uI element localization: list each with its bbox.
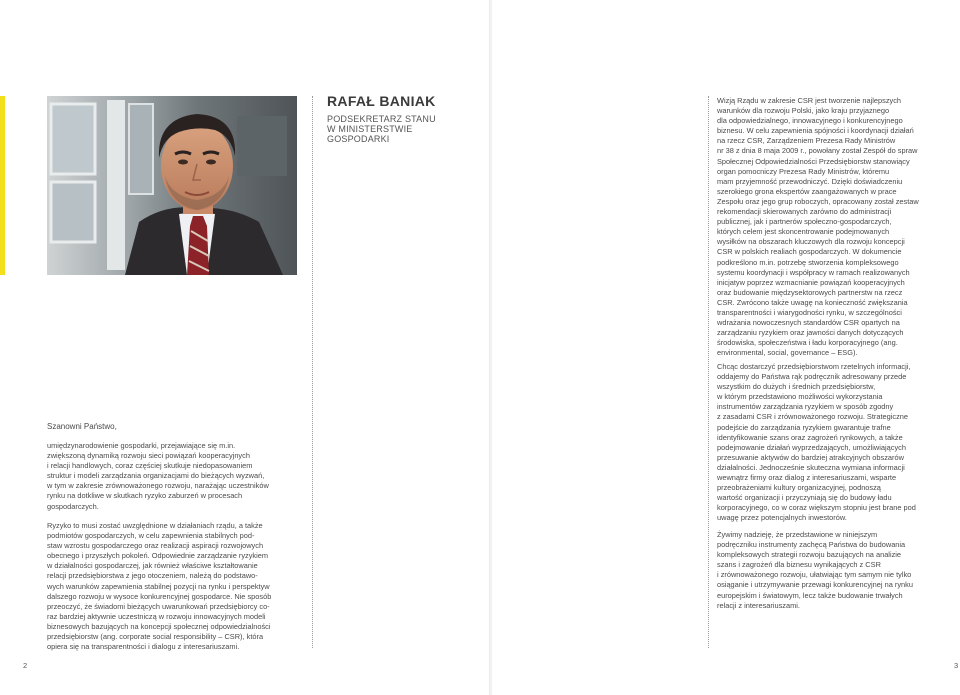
text-line: rekomendacji skierowanych zarówno do administracji — [717, 207, 892, 217]
text-line: wewnątrz firmy oraz dialog z interesariuszami, wsparte — [717, 473, 897, 483]
text-line: europejskim i światowym, lecz także budowanie trwałych — [717, 590, 903, 600]
text-line: Chcąc dostarczyć przedsiębiorstwom rzetelnych informacji, — [717, 362, 911, 371]
page-fold — [489, 0, 492, 695]
text-line: i relacji handlowych, coraz częściej skutkuje niedopasowaniem — [47, 461, 253, 471]
yellow-accent-bar — [0, 96, 5, 275]
text-line: dla odpowiedzialnego, innowacyjnego i konkurencyjnego — [717, 116, 903, 126]
text-line: environmental, social, governance – ESG). — [717, 348, 858, 358]
text-line: z zasadami CSR i zrównoważonego rozwoju. Strategiczne — [717, 412, 909, 422]
text-line: podejmowanie działań wyprzedzających, umożliwiających — [717, 442, 906, 452]
text-line: obecnego i przyszłych pokoleń. Odpowiednie zarządzanie ryzykiem — [47, 551, 269, 561]
text-line: w tym w zakresie zrównoważonego rozwoju, narażając uczestników — [47, 481, 269, 491]
text-line: przesuwanie aktywów do bardziej atrakcyjnych obszarów — [717, 452, 904, 462]
text-line: działalności. Jednocześnie skuteczna wymiana informacji — [717, 462, 905, 472]
right-paragraph-3 — [717, 530, 913, 611]
text-line: Zespołu oraz jego grup roboczych, opracowany został zestaw — [717, 196, 919, 206]
text-line: korporacyjnego, co w coraz większym stopniu jest brane pod — [717, 503, 916, 513]
text-line: wych warunków zapewnienia stabilnej pozycji na rynku i perspektyw — [47, 581, 270, 591]
text-line: organ pomocniczy Prezesa Rady Ministrów, któremu — [717, 166, 890, 176]
salutation: Szanowni Państwo, — [47, 422, 117, 431]
author-position: PODSEKRETARZ STANU W MINISTERSTWIE GOSPODARKI — [327, 114, 436, 144]
page-number-right: 3 — [954, 661, 959, 670]
text-line: staw wzrostu gospodarczego oraz realizacji aspiracji rozwojowych — [47, 541, 264, 551]
text-line: w działalności gospodarczej, jak również właściwe kształtowanie — [47, 561, 258, 571]
text-line: podkreślono m.in. potrzebę stworzenia kompleksowego — [717, 257, 899, 267]
text-line: na rzecz CSR, Zarządzeniem Prezesa Rady Ministrów — [717, 136, 896, 146]
text-line: oddajemy do Państwa rąk podręcznik adresowany przede — [717, 372, 907, 382]
right-paragraph-1 — [717, 96, 919, 358]
text-line: zarządzaniu ryzykiem oraz jawności danych dotyczących — [717, 328, 904, 338]
text-line: instrumentów zarządzania ryzykiem w sposób zgodny — [717, 402, 894, 412]
text-line: podmiotów gospodarczych, w celu zapewnienia stabilnych pod- — [47, 531, 255, 541]
text-line: szans i zagrożeń dla biznesu wynikających z CSR — [717, 560, 881, 570]
text-line: opiera się na transparentności i dialogu z interesariuszami. — [47, 642, 240, 652]
text-line: wysiłków na obszarach kluczowych dla rozwoju koncepcji — [717, 237, 905, 247]
text-line: zwiększoną dynamiką rozwoju sieci powiązań kooperacyjnych — [47, 451, 250, 461]
text-line: Społecznej Odpowiedzialności Przedsiębiorstw stanowiący — [717, 156, 910, 166]
text-line: i zrównoważonego rozwoju, ułatwiając tym samym nie tylko — [717, 570, 912, 580]
author-name: RAFAŁ BANIAK — [327, 93, 436, 109]
text-line: struktur i modeli zarządzania organizacjami do bieżących wyzwań, — [47, 471, 265, 481]
text-line: wdrażania nowoczesnych standardów CSR opartych na — [717, 318, 900, 328]
text-line: oraz budowanie międzysektorowych partnerstw na rzecz — [717, 287, 903, 297]
text-line: CSR w polskich realiach gospodarczych. W dokumencie — [717, 247, 902, 257]
text-line: warunków dla rozwoju Polski, jako kraju przyjaznego — [717, 106, 890, 116]
text-line: biznesu. W celu zapewnienia spójności i koordynacji działań — [717, 126, 914, 136]
text-line: Wizją Rządu w zakresie CSR jest tworzenie najlepszych — [717, 96, 902, 105]
text-line: osiąganie i utrzymywanie przewagi konkurencyjnej na rynku — [717, 580, 913, 590]
text-line: w którym przedstawiono możliwości wykorzystania — [717, 392, 883, 402]
left-paragraph-1 — [47, 441, 269, 512]
text-line: przeobrażeniami kultury organizacyjnej, podnoszą — [717, 483, 881, 493]
text-line: mam przyjemność przewodniczyć. Dzięki doświadczeniu — [717, 176, 903, 186]
text-line: wszystkim do dużych i średnich przedsiębiorstw, — [717, 382, 876, 392]
text-line: relacji przedsiębiorstwa z jego otoczeniem, należą do podstawo- — [47, 571, 258, 581]
text-line: wartość organizacji i przyczyniają się do budowy ładu — [717, 493, 892, 503]
page-number-left: 2 — [23, 661, 28, 670]
text-line: systemu koordynacji i współpracy w ramach realizowanych — [717, 267, 910, 277]
left-paragraph-2 — [47, 521, 271, 652]
text-line: rynku na dotkliwe w skutkach ryzyko zaburzeń w procesach — [47, 491, 243, 501]
text-line: publicznej, jak i partnerów społeczno-gospodarczych, — [717, 217, 892, 227]
text-line: Żywimy nadzieję, że przedstawione w niniejszym — [717, 530, 878, 539]
text-line: podejście do zarządzania ryzykiem gwarantuje trafne — [717, 422, 891, 432]
text-line: gospodarczych. — [47, 501, 99, 511]
right-paragraph-2 — [717, 362, 916, 524]
text-line: inicjatyw poprzez wzmacnianie powiązań kooperacyjnych — [717, 277, 905, 287]
author-portrait-photo — [47, 96, 297, 275]
text-line: identyfikowanie szans oraz zagrożeń rynkowych, a także — [717, 432, 903, 442]
text-line: relacji z interesariuszami. — [717, 600, 800, 610]
text-line: Ryzyko to musi zostać uwzględnione w działaniach rządu, a także — [47, 521, 263, 530]
text-line: umiędzynarodowienie gospodarki, przejawiające się m.in. — [47, 441, 236, 450]
text-line: biznesowych bazujących na koncepcji społecznej odpowiedzialności — [47, 621, 271, 631]
text-line: raz bardziej aktywnie uczestniczą w rozwoju innowacyjnych modeli — [47, 611, 266, 621]
text-line: kompleksowych strategii rozwoju bazujących na analizie — [717, 550, 902, 560]
text-line: dalszego rozwoju w wysoce konkurencyjnej gospodarce. Nie sposób — [47, 591, 272, 601]
text-line: przedsiębiorstw (ang. corporate social responsibility – CSR), która — [47, 632, 264, 642]
text-line: uwagę przez potencjalnych inwestorów. — [717, 513, 847, 523]
text-line: nr 38 z dnia 8 maja 2009 r., powołany został Zespół do spraw — [717, 146, 918, 156]
dotted-column-divider-right — [708, 96, 709, 648]
text-line: środowiska, społeczeństwa i ładu korporacyjnego (ang. — [717, 338, 898, 348]
text-line: których celem jest skoncentrowanie podejmowanych — [717, 227, 890, 237]
dotted-column-divider-left — [312, 96, 313, 648]
text-line: przeoczyć, że świadomi bieżących uwarunkowań przedsiębiorcy co- — [47, 601, 270, 611]
text-line: CSR. Zwrócono także uwagę na konieczność zwiększania — [717, 297, 908, 307]
text-line: podręczniku instrumenty zachęcą Państwa do budowania — [717, 540, 906, 550]
text-line: transparentności i wiarygodności rynku, w szczególności — [717, 307, 902, 317]
text-line: szerokiego grona ekspertów zaangażowanych w prace — [717, 186, 897, 196]
